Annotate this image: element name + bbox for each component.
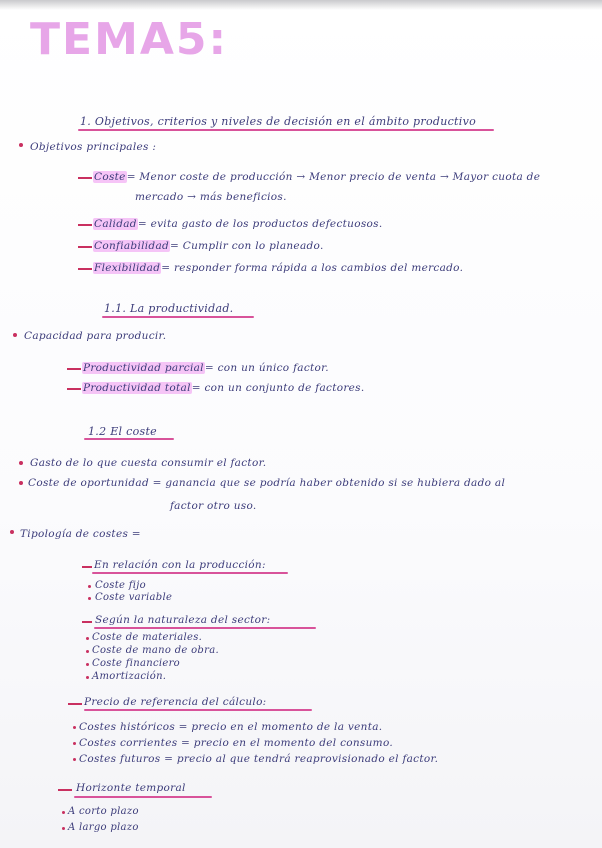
group-horizon-label: Horizonte temporal	[76, 782, 186, 794]
sub-bullet	[88, 585, 91, 588]
group-item: A corto plazo	[68, 806, 139, 817]
objective-calidad	[93, 218, 382, 230]
bullet-dot	[19, 481, 23, 485]
group-underline	[94, 627, 316, 629]
group-item: A largo plazo	[68, 822, 139, 833]
sub-bullet	[86, 637, 89, 640]
section-1-1-underline	[102, 316, 254, 318]
group-item: Coste variable	[95, 592, 173, 603]
section-1-1-heading: 1.1. La productividad.	[104, 302, 234, 315]
group-item: Costes corrientes = precio en el momento del consumo.	[79, 737, 394, 749]
dash	[67, 388, 81, 390]
bullet-dot	[19, 143, 23, 147]
sub-bullet	[73, 726, 76, 729]
group-underline	[74, 796, 212, 798]
group-item: Costes futuros = precio al que tendrá reaprovisionado el factor.	[79, 753, 439, 765]
dash	[82, 566, 92, 568]
capacity-text: Capacidad para producir.	[24, 330, 167, 342]
term-highlight: Productividad total	[83, 382, 191, 394]
bullet-dot	[19, 461, 23, 465]
objective-text: = Menor coste de producción → Menor precio de venta → Mayor cuota de	[126, 171, 541, 183]
section-1-2-underline	[84, 438, 174, 440]
cost-definition: Gasto de lo que cuesta consumir el factor.	[30, 457, 267, 469]
group-item: Coste financiero	[92, 658, 180, 669]
objective-text: = responder forma rápida a los cambios del mercado.	[161, 262, 464, 274]
group-production-label: En relación con la producción:	[94, 559, 266, 571]
sub-bullet	[86, 663, 89, 666]
group-underline	[92, 572, 288, 574]
group-item: Amortización.	[92, 671, 167, 682]
page-edge-shadow	[0, 0, 602, 10]
objective-coste-cont: mercado → más beneficios.	[135, 191, 287, 203]
group-item: Coste de mano de obra.	[92, 645, 219, 656]
objective-flexibilidad	[93, 262, 463, 274]
group-item: Costes históricos = precio en el momento de la venta.	[79, 721, 383, 733]
objective-text: = evita gasto de los productos defectuosos.	[137, 218, 383, 230]
bullet-dot	[13, 333, 17, 337]
productivity-text: = con un único factor.	[204, 362, 329, 374]
sub-bullet	[86, 650, 89, 653]
section-1-underline	[78, 129, 494, 131]
dash	[82, 621, 92, 623]
sub-bullet	[73, 742, 76, 745]
dash	[78, 246, 92, 248]
dash	[67, 368, 81, 370]
dash	[78, 268, 92, 270]
sub-bullet	[86, 676, 89, 679]
term-highlight: Coste	[94, 171, 126, 183]
group-underline	[84, 709, 312, 711]
objective-text: = Cumplir con lo planeado.	[170, 240, 324, 252]
objective-confiabilidad	[93, 240, 324, 252]
term-highlight: Productividad parcial	[83, 362, 204, 374]
dash	[78, 177, 92, 179]
cost-typology: Tipología de costes =	[20, 528, 141, 540]
section-1-heading: 1. Objetivos, criterios y niveles de decisión en el ámbito productivo	[80, 115, 477, 128]
term-highlight: Calidad	[94, 218, 137, 230]
dash	[58, 789, 72, 791]
dash	[68, 703, 82, 705]
section-1-2-heading: 1.2 El coste	[88, 425, 157, 438]
group-price-label: Precio de referencia del cálculo:	[84, 696, 267, 708]
sub-bullet	[62, 827, 65, 830]
group-item: Coste de materiales.	[92, 632, 203, 643]
opportunity-cost: Coste de oportunidad = ganancia que se podría haber obtenido si se hubiera dado al	[28, 477, 506, 489]
productivity-total	[82, 382, 365, 394]
sub-bullet	[88, 597, 91, 600]
dash	[78, 224, 92, 226]
sub-bullet	[62, 811, 65, 814]
objectives-label: Objetivos principales :	[30, 141, 157, 153]
group-item: Coste fijo	[95, 580, 146, 591]
objective-coste	[93, 171, 540, 183]
sub-bullet	[73, 758, 76, 761]
group-sector-label: Según la naturaleza del sector:	[95, 614, 271, 626]
term-highlight: Flexibilidad	[94, 262, 161, 274]
page-title: TEMA5:	[30, 14, 229, 65]
term-highlight: Confiabilidad	[94, 240, 170, 252]
productivity-text: = con un conjunto de factores.	[191, 382, 365, 394]
opportunity-cost-cont: factor otro uso.	[170, 500, 257, 512]
productivity-partial	[82, 362, 329, 374]
bullet-dot	[10, 530, 14, 534]
